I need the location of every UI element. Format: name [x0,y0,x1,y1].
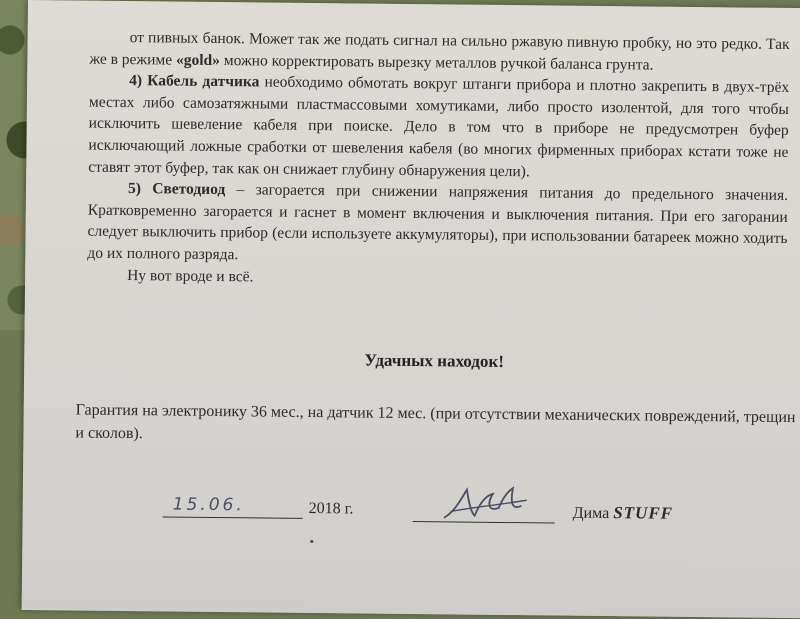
handwritten-date: 15.06. [172,494,245,516]
item-5-text: – загорается при снижении напряжения питания до предельного значения. Кратковременно загорается и гаснет в момент включения и выключения питания. При его загорании следует выключить прибор (если используете аккумуляторы), при использовании батареек можно ходить до их полного разряда. [87,181,789,264]
gold-mode: «gold» [175,51,221,69]
signer-name [573,503,674,524]
item-4-label: 4) Кабель датчика [129,72,260,91]
paragraph-1 [89,27,789,78]
ink-dot [310,540,313,543]
handwritten-signature [441,481,531,524]
p1-line-2: но это редко. Так же в режиме [89,34,790,69]
signature-row [162,496,782,542]
item-5 [87,178,788,272]
signer-first-name: Дима [572,504,614,523]
signer-brand: STUFF [613,503,674,523]
item-4-text: необходимо обмотать вокруг штанги прибора и плотно закрепить в двух-трёх местах либо самозатяжными пластмассовыми хомутиками, либо просто изолентой, для того чтобы исключить шевеление кабеля при поиске. Дело в том что в приборе не предусмотрен буфер исключающий ложные сработки от шевеления кабеля (во многих фирменных приборах кстати тоже не ставят этот буфер, так как он снижает глубину обнаружения цели). [88,73,790,180]
warranty-text: Гарантия на электронику 36 мес., на датчик 12 мес. (при отсутствии механических повреждений, трещин и сколов). [75,401,796,443]
p1-line-1: от пивных банок. Может так же подать сигнал на сильно ржавую пивную пробку, [129,29,672,52]
year-text: 2018 г. [308,499,354,518]
paper-sheet [22,0,800,618]
instruction-text [87,27,790,293]
date-underline [163,516,303,518]
item-4 [88,70,789,185]
item-5-label: 5) Светодиод [127,180,226,199]
closing-line: Ну вот вроде и всё. [127,266,254,285]
p1-line-2b: можно корректировать вырезку металлов [219,51,497,72]
p1-line-3: ручкой баланса грунта. [500,54,654,74]
page-title: Удачных находок! [364,350,505,372]
